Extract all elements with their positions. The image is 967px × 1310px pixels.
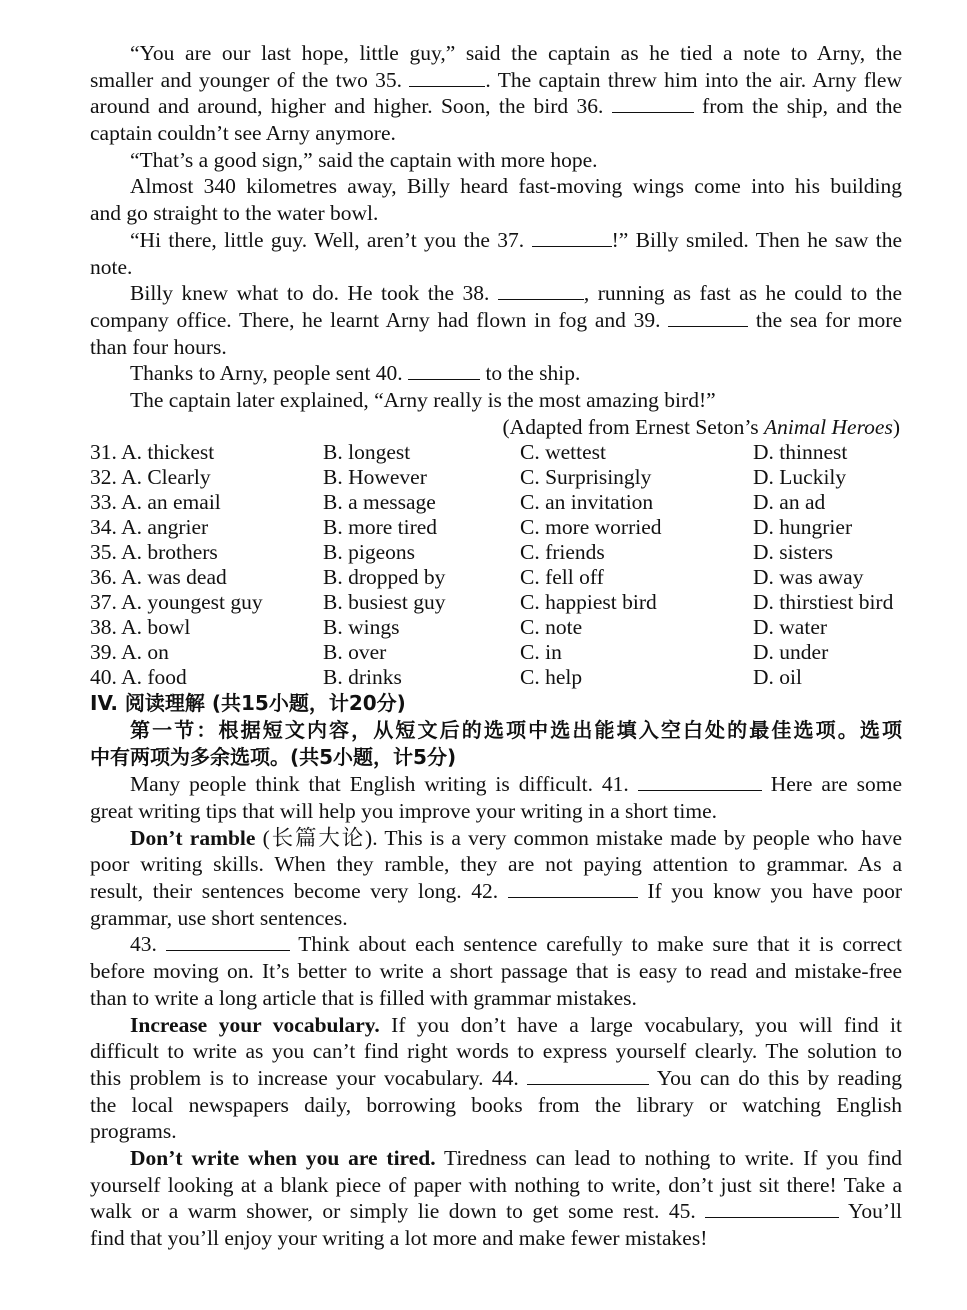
option-b[interactable]: B. dropped by — [323, 565, 446, 590]
answer-blank-40[interactable] — [408, 361, 480, 380]
option-a[interactable]: 38. A. bowl — [90, 615, 191, 640]
reading-line: the local newspapers daily, borrowing books from the library or watching English — [90, 1092, 902, 1117]
reading-line: than to write a long article that is filled with grammar mistakes. — [90, 985, 637, 1010]
passage-line: The captain later explained, “Arny really is the most amazing bird!” — [130, 387, 716, 412]
section-heading: IV. 阅读理解 (共15小题，计20分) — [90, 691, 406, 716]
option-d[interactable]: D. under — [753, 640, 829, 665]
passage-line: Thanks to Arny, people sent 40. to the ship. — [130, 361, 581, 386]
reading-line: great writing tips that will help you improve your writing in a short time. — [90, 799, 717, 823]
option-d[interactable]: D. hungrier — [753, 515, 853, 540]
reading-line: Don’t write when you are tired. Tiredness can lead to nothing to write. If you find — [130, 1145, 902, 1170]
reading-line: walk or a warm shower, or simply lie down to get some rest. 45. You’ll — [90, 1199, 903, 1224]
passage-line: “You are our last hope, little guy,” said the captain as he tied a note to Arny, the — [130, 41, 902, 65]
option-c[interactable]: C. note — [520, 615, 583, 640]
option-row — [90, 540, 902, 565]
option-c[interactable]: C. Surprisingly — [520, 465, 652, 490]
option-row — [90, 640, 902, 665]
option-c[interactable]: C. wettest — [520, 440, 606, 465]
option-b[interactable]: B. over — [323, 640, 387, 665]
option-row — [90, 490, 902, 515]
passage-line: Almost 340 kilometres away, Billy heard fast-moving wings come into his building — [130, 174, 902, 199]
option-row — [90, 515, 902, 540]
option-b[interactable]: B. However — [323, 465, 427, 490]
answer-blank-45[interactable] — [705, 1199, 839, 1218]
option-c[interactable]: C. friends — [520, 540, 605, 565]
answer-blank-44[interactable] — [527, 1066, 649, 1085]
reading-line: programs. — [90, 1119, 177, 1144]
passage-line: and go straight to the water bowl. — [90, 201, 379, 226]
options-list — [90, 440, 902, 690]
option-a[interactable]: 37. A. youngest guy — [90, 590, 263, 615]
reading-line: find that you’ll enjoy your writing a lot more and make fewer mistakes! — [90, 1226, 708, 1250]
passage-line: than four hours. — [90, 334, 227, 359]
passage-line: note. — [90, 254, 133, 279]
option-c[interactable]: C. happiest bird — [520, 590, 657, 615]
reading-line: difficult to write as you can’t find right words to express yourself clearly. The solution to — [90, 1039, 902, 1064]
option-b[interactable]: B. busiest guy — [323, 590, 446, 615]
option-a[interactable]: 36. A. was dead — [90, 565, 227, 590]
option-d[interactable]: D. oil — [753, 665, 802, 690]
answer-blank-43[interactable] — [166, 932, 290, 951]
option-b[interactable]: B. wings — [323, 615, 400, 640]
reading-line: result, their sentences become very long. 42. If you know you have poor — [90, 879, 903, 904]
reading-line: 43. Think about each sentence carefully to make sure that it is correct — [130, 932, 902, 957]
passage-line: “Hi there, little guy. Well, aren’t you the 37. !” Billy smiled. Then he saw the — [130, 227, 903, 252]
reading-line: poor writing skills. When they ramble, they are not paying attention to grammar. As a — [90, 852, 902, 877]
option-c[interactable]: C. more worried — [520, 515, 662, 540]
option-row — [90, 615, 902, 640]
reading-line: yourself looking at a blank piece of paper with nothing to write, don’t just sit there! Take a — [90, 1172, 902, 1197]
option-row — [90, 590, 902, 615]
option-a[interactable]: 31. A. thickest — [90, 440, 215, 465]
passage-line: “That’s a good sign,” said the captain with more hope. — [130, 147, 598, 172]
section-instruction: 中有两项为多余选项。(共5小题，计5分) — [90, 745, 457, 770]
answer-blank-39[interactable] — [668, 308, 748, 327]
option-c[interactable]: C. help — [520, 665, 583, 690]
section-instruction: 第一节：根据短文内容，从短文后的选项中选出能填入空白处的最佳选项。选项 — [130, 718, 902, 743]
option-a[interactable]: 33. A. an email — [90, 490, 221, 515]
option-b[interactable]: B. longest — [323, 440, 411, 465]
option-a[interactable]: 35. A. brothers — [90, 540, 218, 565]
passage-line: Billy knew what to do. He took the 38. , running as fast as he could to the — [130, 281, 903, 306]
option-d[interactable]: D. water — [753, 615, 828, 640]
option-c[interactable]: C. in — [520, 640, 562, 665]
reading-line: Many people think that English writing is difficult. 41. Here are some — [130, 772, 902, 797]
option-row — [90, 440, 902, 465]
option-a[interactable]: 40. A. food — [90, 665, 187, 690]
passage-line: smaller and younger of the two 35. . The captain threw him into the air. Arny flew — [90, 67, 902, 92]
option-c[interactable]: C. an invitation — [520, 490, 654, 515]
option-row — [90, 465, 902, 490]
option-a[interactable]: 39. A. on — [90, 640, 169, 665]
option-row — [90, 665, 902, 690]
answer-blank-36[interactable] — [612, 94, 694, 113]
option-a[interactable]: 32. A. Clearly — [90, 465, 211, 490]
option-b[interactable]: B. drinks — [323, 665, 402, 690]
reading-line: Don’t ramble (长篇大论). This is a very common mistake made by people who have — [130, 825, 902, 850]
option-a[interactable]: 34. A. angrier — [90, 515, 209, 540]
passage-line: captain couldn’t see Arny anymore. — [90, 121, 396, 146]
reading-line: this problem is to increase your vocabulary. 44. You can do this by reading — [90, 1065, 903, 1090]
reading-line: grammar, use short sentences. — [90, 905, 348, 930]
reading-line: before moving on. It’s better to write a short passage that is easy to read and mistake-free — [90, 959, 902, 984]
option-b[interactable]: B. pigeons — [323, 540, 415, 565]
option-c[interactable]: C. fell off — [520, 565, 604, 590]
option-d[interactable]: D. sisters — [753, 540, 834, 565]
passage-line: around and around, higher and higher. Soon, the bird 36. from the ship, and the — [90, 94, 903, 119]
option-b[interactable]: B. more tired — [323, 515, 438, 540]
answer-blank-37[interactable] — [532, 228, 612, 247]
exam-page — [90, 40, 902, 1252]
option-row — [90, 565, 902, 590]
answer-blank-35[interactable] — [409, 68, 485, 87]
answer-blank-41[interactable] — [638, 772, 762, 791]
option-d[interactable]: D. was away — [753, 565, 864, 590]
answer-blank-42[interactable] — [508, 879, 638, 898]
passage-line: company office. There, he learnt Arny had flown in fog and 39. the sea for more — [90, 307, 902, 332]
option-d[interactable]: D. thirstiest bird — [753, 590, 894, 615]
reading-line: Increase your vocabulary. If you don’t have a large vocabulary, you will find it — [130, 1012, 902, 1037]
option-b[interactable]: B. a message — [323, 490, 436, 515]
answer-blank-38[interactable] — [498, 281, 584, 300]
option-d[interactable]: D. Luckily — [753, 465, 847, 490]
option-d[interactable]: D. thinnest — [753, 440, 848, 465]
source-citation: (Adapted from Ernest Seton’s Animal Heroes) — [502, 414, 900, 439]
option-d[interactable]: D. an ad — [753, 490, 826, 515]
